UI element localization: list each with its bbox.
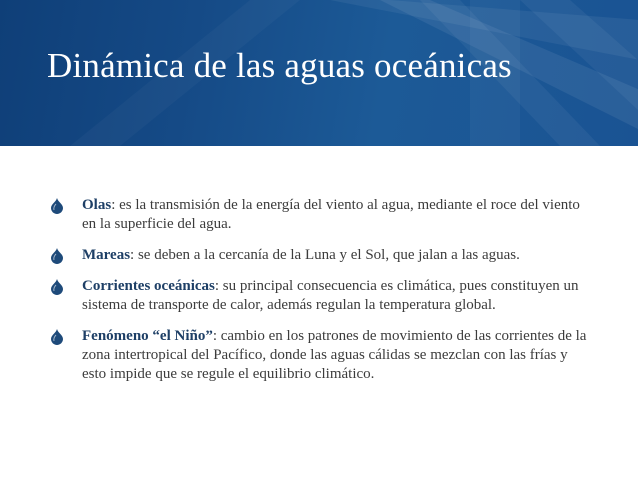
bullet-term: Corrientes oceánicas [82,278,215,294]
bullet-item [50,246,590,265]
bullet-text: : su principal consecuencia es climática, pues constituyen un sistema de transporte de calor, además regulan la temperatura global. [82,278,579,313]
bullet-item [50,327,590,384]
bullet-term: Fenómeno “el Niño” [82,328,213,344]
slide-title: Dinámica de las aguas oceánicas [47,46,512,85]
leaf-drop-bullet-icon [50,248,64,264]
bullet-item [50,196,590,234]
bullet-text: : es la transmisión de la energía del viento al agua, mediante el roce del viento en la superficie del agua. [82,197,580,232]
bullet-term: Olas [82,197,112,213]
bullet-text: : cambio en los patrones de movimiento de las corrientes de la zona intertropical del Pacífico, donde las aguas cálidas se mezclan con las frías y esto impide que se regule el equilibrio climático. [82,328,587,382]
title-banner [0,0,638,146]
bullet-item [50,277,590,315]
leaf-drop-bullet-icon [50,279,64,295]
bullet-list [50,196,590,396]
bullet-term: Mareas [82,247,131,263]
leaf-drop-bullet-icon [50,198,64,214]
leaf-drop-bullet-icon [50,329,64,345]
bullet-text: : se deben a la cercanía de la Luna y el Sol, que jalan a las aguas. [130,247,520,263]
